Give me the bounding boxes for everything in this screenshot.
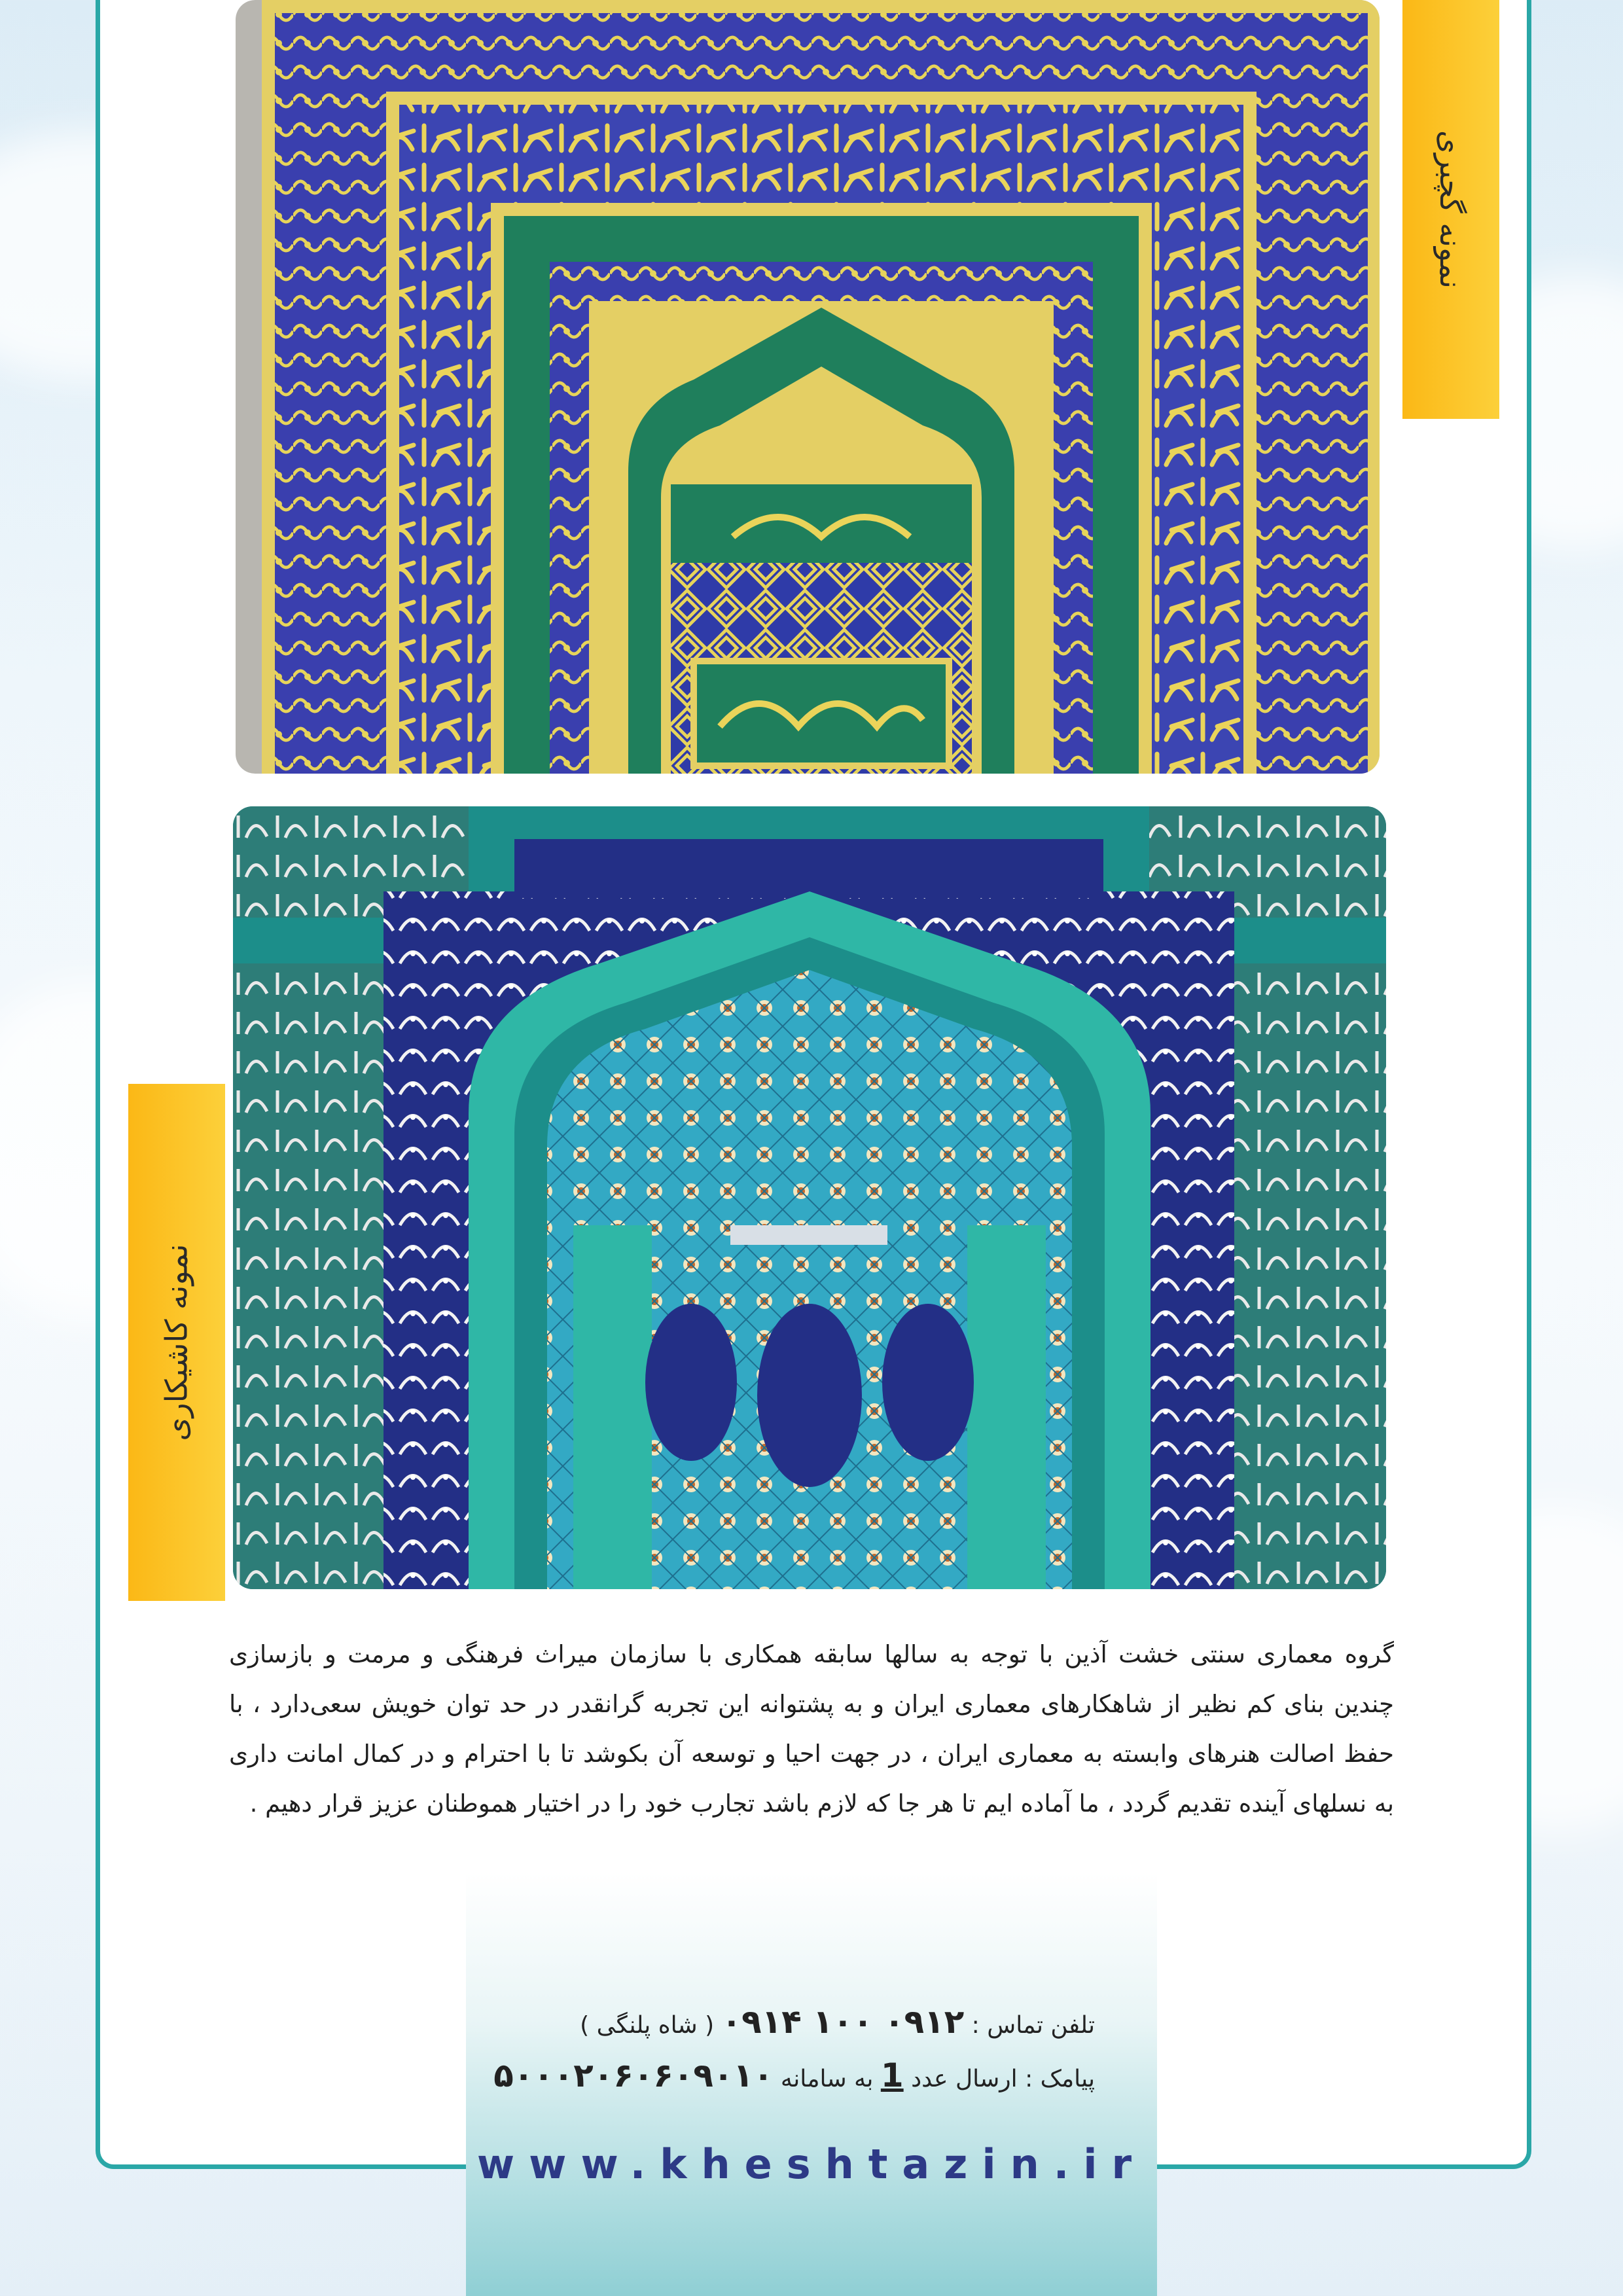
website-link[interactable]: www.kheshtazin.ir <box>476 2140 1147 2188</box>
stucco-sample-label: نمونه گچبری <box>1433 130 1469 289</box>
phone-contact-name: ( شاه پلنگی ) <box>580 2012 715 2039</box>
stucco-photo <box>236 0 1380 774</box>
contact-panel <box>466 1872 1157 2296</box>
tile-photo <box>233 806 1386 1589</box>
phone-line <box>580 2003 1095 2041</box>
sms-number[interactable]: ۵۰۰۰۲۰۶۰۶۰۹۰۱۰ <box>493 2056 774 2094</box>
tile-label-tab <box>128 1084 225 1601</box>
description-paragraph: گروه معماری سنتی خشت آذین با توجه به سالها سابقه همکاری با سازمان میراث فرهنگی و مرمت و بازسازی چندین بنای کم نظیر از شاهکارهای معماری ایران و به پشتوانه این تجربه گرانقدر در حد توان خویش سعی‌دارد ، با حفظ اصالت هنرهای وابسته به معماری ایران ، در جهت احیا و توسعه آن بکوشد تا با احترام و در کمال امانت داری به نسلهای آینده تقدیم گردد ، ما آماده ایم تا هر جا که لازم باشد تجارب خود را در اختیار هموطنان عزیز قرار دهیم . <box>229 1640 1394 1818</box>
sms-line <box>493 2056 1095 2094</box>
phone-label: تلفن تماس : <box>971 2012 1095 2039</box>
sms-label: پیامک : ارسال عدد <box>911 2066 1095 2092</box>
stucco-label-tab <box>1402 0 1499 419</box>
sms-digit: 1 <box>880 2056 904 2094</box>
sms-mid-text: به سامانه <box>780 2066 874 2092</box>
tile-sample-label: نمونه کاشیکاری <box>159 1244 195 1441</box>
phone-number[interactable]: ۰۹۱۲ ۱۰۰ ۰۹۱۴ <box>721 2003 965 2041</box>
